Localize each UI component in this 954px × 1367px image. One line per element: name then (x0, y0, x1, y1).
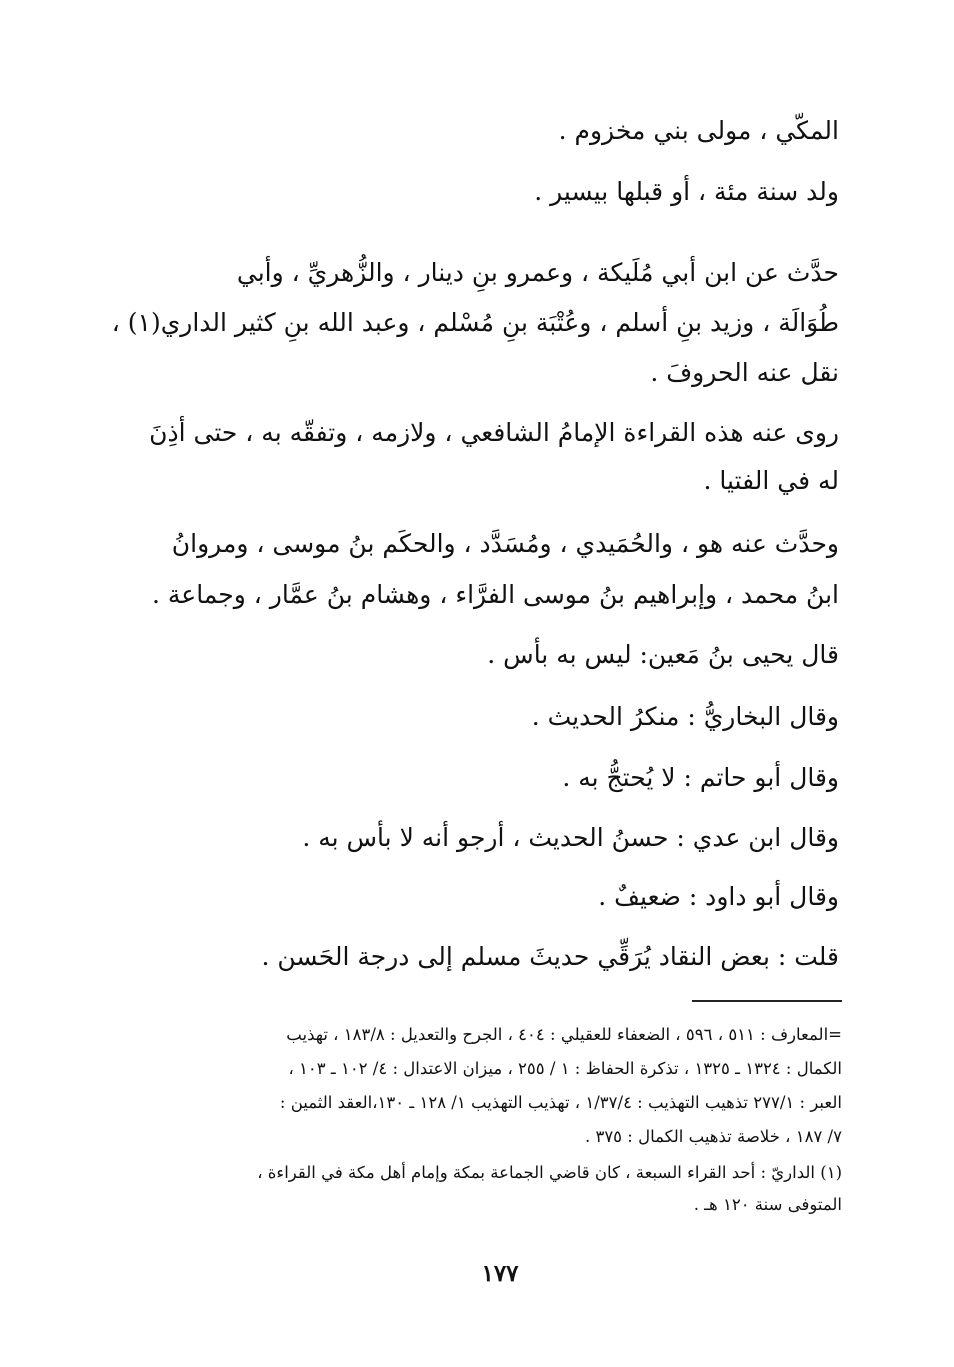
text-line: ابنُ محمد ، وإبراهيم بنُ موسى الفرَّاء ، وهشام بنُ عمَّار ، وجماعة . (152, 580, 839, 609)
text-line: قلت : بعض النقاد يُرَقِّي حديثَ مسلم إلى درجة الحَسن . (261, 942, 839, 971)
text-line: حدَّث عن ابن أبي مُلَيكة ، وعمرو بنِ دينار ، والزُّهريِّ ، وأبي (236, 258, 839, 287)
footnote-separator (692, 1000, 842, 1002)
footnote-line: (١) الداريّ : أحد القراء السبعة ، كان قاضي الجماعة بمكة وإمام أهل مكة في القراءة ، (257, 1163, 842, 1182)
text-line: وقال أبو حاتم : لا يُحتجُّ به . (562, 763, 839, 792)
text-line: طُوَالَة ، وزيد بنِ أسلم ، وعُتْبَة بنِ مُسْلم ، وعبد الله بنِ كثير الداري(١) ، (111, 308, 839, 337)
text-line: له في الفتيا . (703, 466, 839, 495)
footnote-line: =المعارف : ٥١١ ، ٥٩٦ ، الضعفاء للعقيلي : ٤٠٤ ، الجرح والتعديل : ١٨٣/٨ ، تهذيب (286, 1025, 842, 1044)
footnote-line: الكمال : ١٣٢٤ ـ ١٣٢٥ ، تذكرة الحفاظ : ١ / ٢٥٥ ، ميزان الاعتدال : ٤/ ١٠٢ ـ ١٠٣ ، (288, 1059, 842, 1078)
footnote-line: المتوفى سنة ١٢٠ هـ . (693, 1195, 842, 1214)
footnote-line: ٧/ ١٨٧ ، خلاصة تذهيب الكمال : ٣٧٥ . (584, 1127, 842, 1146)
text-line: وقال أبو داود : ضعيفٌ . (598, 882, 839, 911)
text-line: وقال ابن عدي : حسنُ الحديث ، أرجو أنه لا بأس به . (302, 823, 839, 852)
text-line: وقال البخاريُّ : منكرُ الحديث . (531, 702, 839, 731)
text-line: وحدَّث عنه هو ، والحُمَيدي ، ومُسَدَّد ، والحكَم بنُ موسى ، ومروانُ (171, 529, 839, 558)
text-line: ولد سنة مئة ، أو قبلها بيسير . (534, 177, 839, 206)
text-line: روى عنه هذه القراءة الإمامُ الشافعي ، ولازمه ، وتفقّه به ، حتى أذِنَ (149, 418, 839, 447)
text-line: المكّي ، مولى بني مخزوم . (558, 116, 839, 145)
page-number: ١٧٧ (481, 1260, 519, 1287)
text-line: نقل عنه الحروفَ . (650, 358, 839, 387)
text-line: قال يحيى بنُ مَعين: ليس به بأس . (487, 640, 839, 669)
footnote-line: العبر : ٢٧٧/١ تذهيب التهذيب : ١/٣٧/٤ ، تهذيب التهذيب ١/ ١٢٨ ـ ١٣٠،العقد الثمين : (279, 1093, 842, 1112)
